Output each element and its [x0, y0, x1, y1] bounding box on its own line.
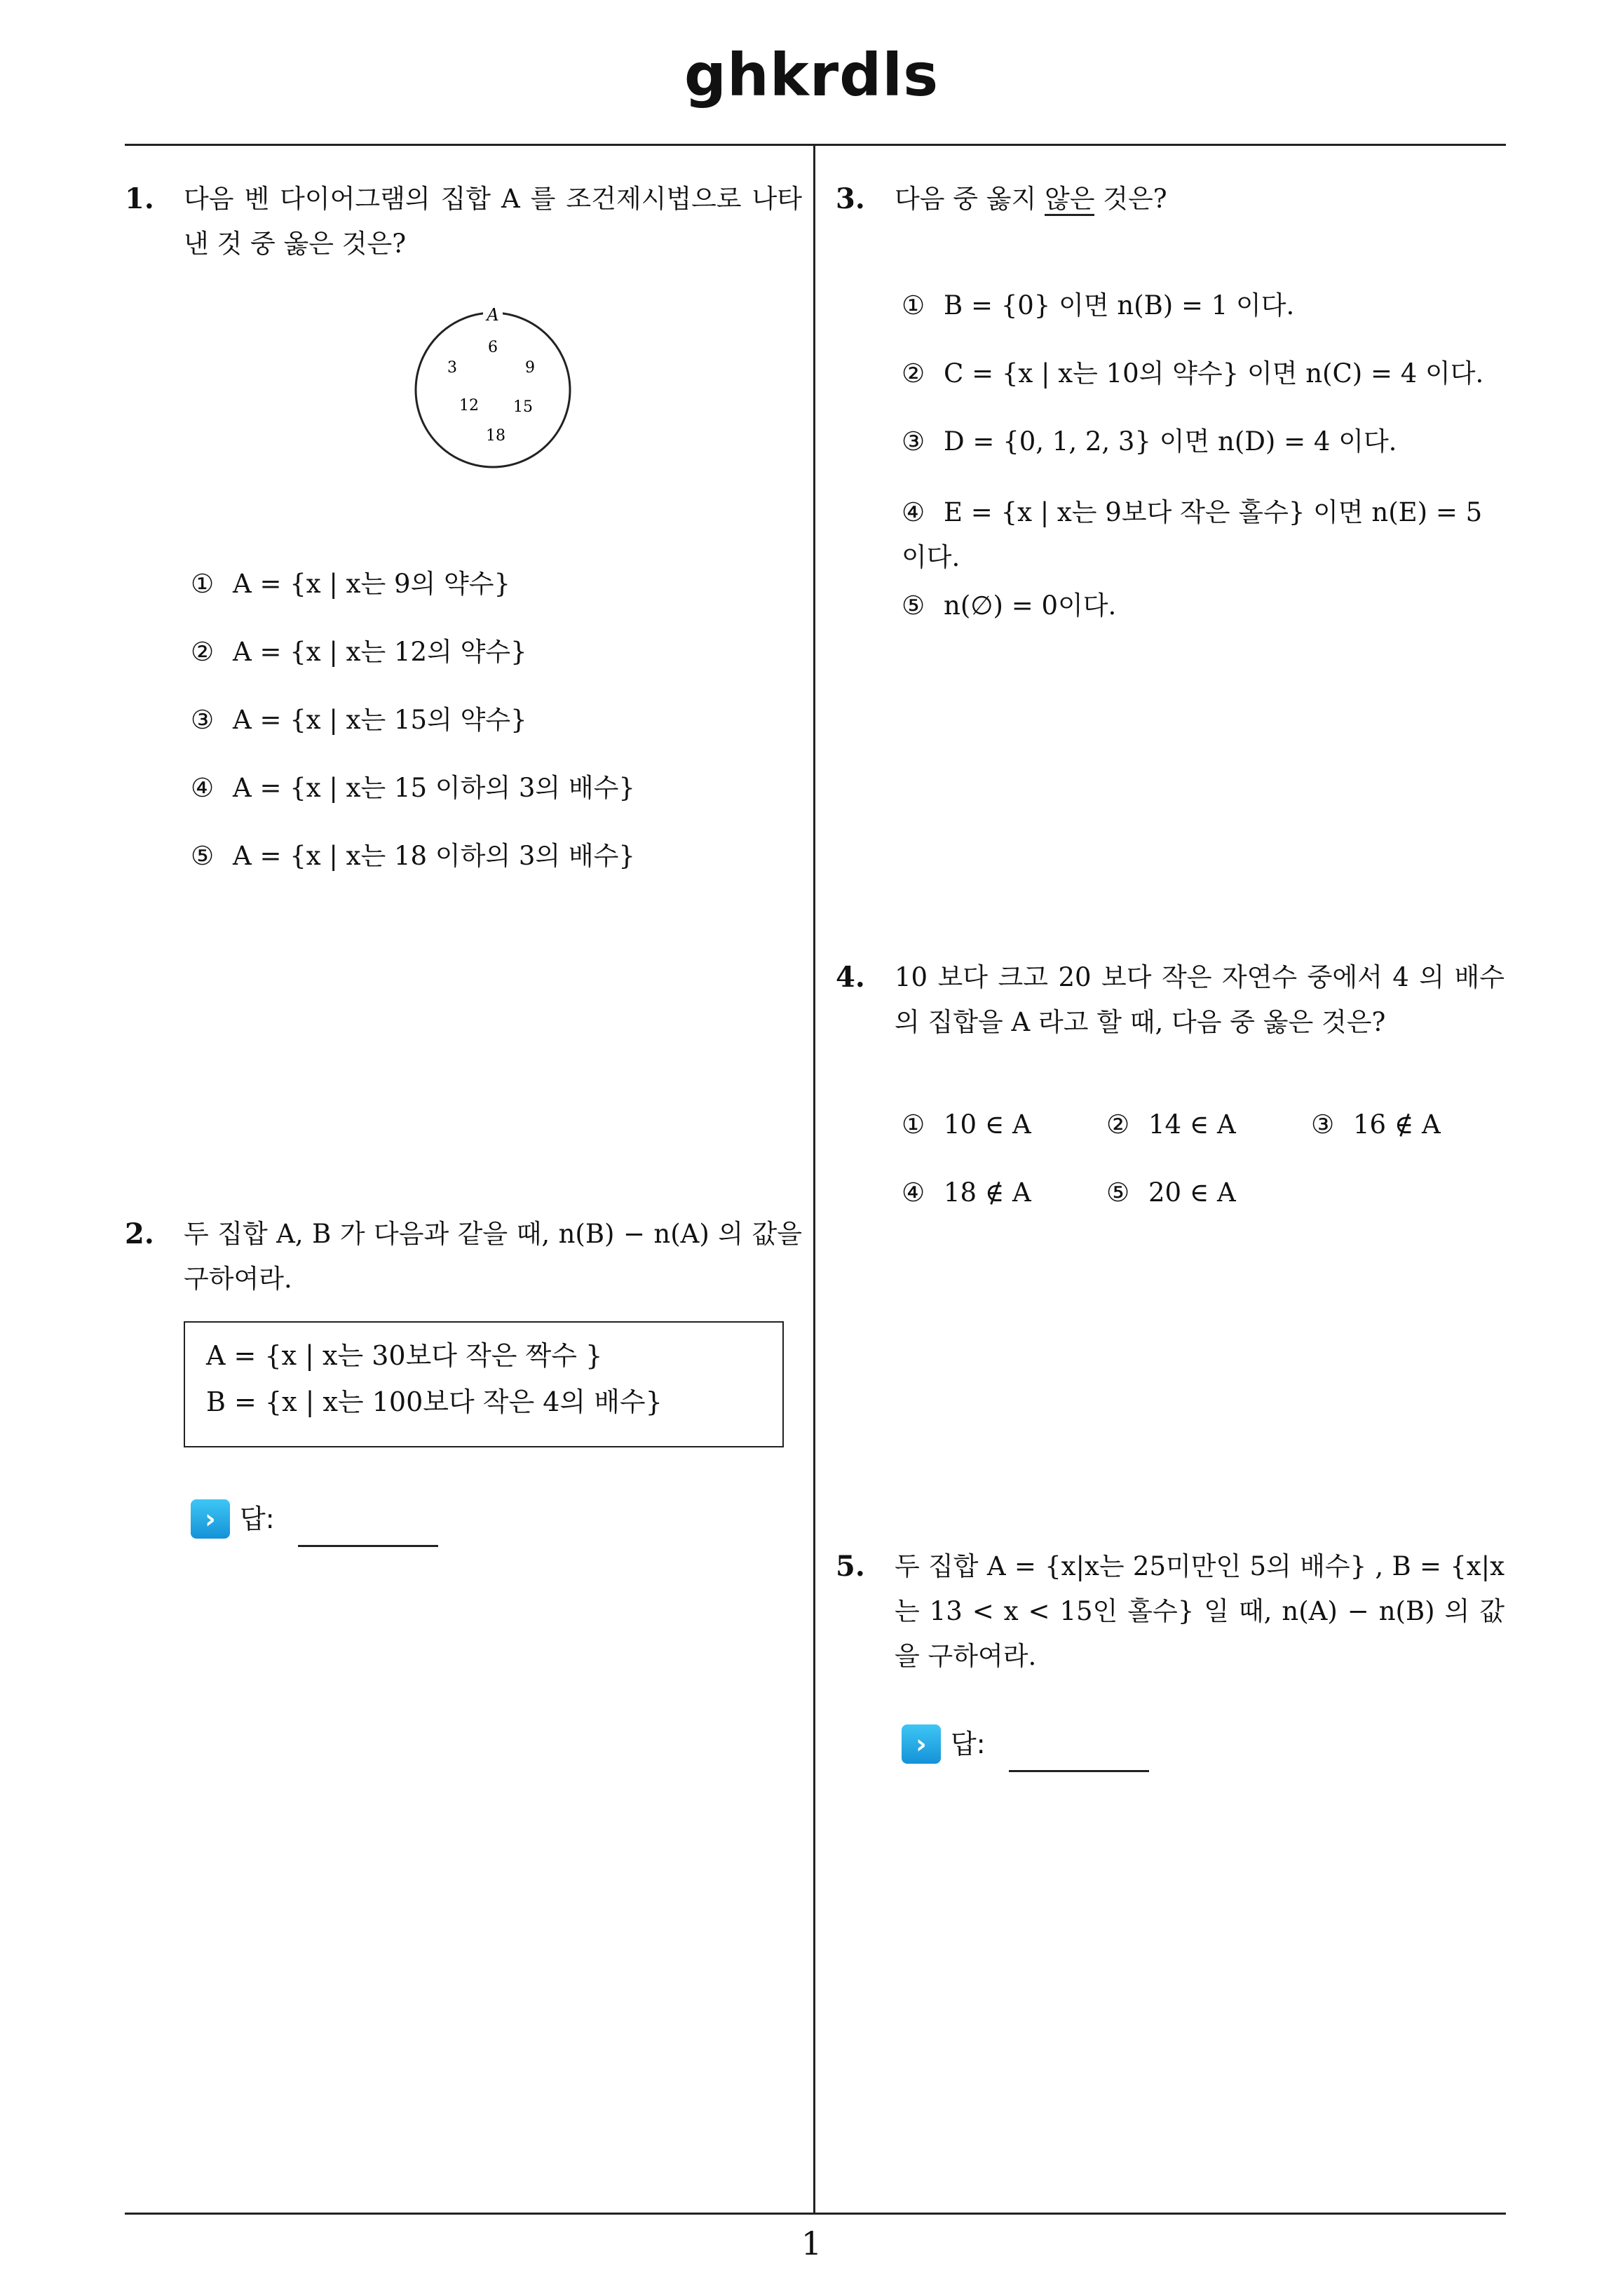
choice-mark: ⑤	[1106, 1177, 1130, 1208]
page-number: 1	[801, 2224, 822, 2262]
box-line: A = {x | x는 30보다 작은 짝수 }	[206, 1340, 603, 1371]
answer-blank[interactable]	[298, 1545, 438, 1547]
choice-mark: ⑤	[902, 590, 925, 621]
choice-text: E = {x | x는 9보다 작은 홀수} 이면 n(E) = 5 이다.	[902, 497, 1483, 572]
given-sets-box	[184, 1321, 784, 1447]
choice-mark: ①	[191, 569, 215, 599]
header-rule	[125, 144, 1506, 146]
question-5	[836, 1544, 1509, 1684]
choice-mark: ③	[191, 705, 215, 735]
venn-element: 9	[525, 359, 535, 377]
question-text: 다음 벤 다이어그램의 집합 A 를 조건제시법으로 나타낸 것 중 옳은 것은?	[184, 184, 802, 259]
answer-row	[191, 1497, 275, 1539]
choice-1[interactable]	[902, 1105, 1031, 1144]
choice-mark: ④	[191, 773, 215, 803]
choice-mark: ③	[1311, 1109, 1335, 1140]
choice-text: A = {x | x는 12의 약수}	[233, 637, 527, 667]
question-text-part: 것은?	[1094, 184, 1167, 214]
question-text	[895, 177, 1505, 222]
answer-blank[interactable]	[1009, 1770, 1149, 1772]
choice-mark: ①	[902, 290, 925, 320]
choice-2[interactable]	[902, 354, 1483, 393]
venn-element: 12	[459, 397, 479, 414]
venn-element: 15	[513, 398, 533, 416]
choice-2[interactable]	[191, 633, 527, 672]
choice-text: n(∅) = 0이다.	[944, 590, 1117, 621]
choice-text: A = {x | x는 9의 약수}	[233, 569, 511, 599]
choice-2[interactable]	[1106, 1105, 1236, 1144]
choice-text: B = {0} 이면 n(B) = 1 이다.	[944, 290, 1295, 320]
choice-4[interactable]	[902, 490, 1512, 580]
choice-5[interactable]	[1106, 1173, 1236, 1213]
choice-5[interactable]	[191, 837, 635, 876]
choice-mark: ④	[902, 1177, 925, 1208]
chevron-right-icon: ›	[902, 1724, 941, 1764]
column-divider	[813, 144, 815, 2213]
question-number: 1.	[125, 182, 154, 215]
choice-3[interactable]	[902, 422, 1397, 461]
choice-text: A = {x | x는 15의 약수}	[233, 705, 527, 735]
choice-3[interactable]	[1311, 1105, 1441, 1144]
question-number: 4.	[836, 961, 865, 994]
venn-set-label: A	[487, 305, 499, 325]
question-number: 2.	[125, 1217, 154, 1250]
choice-text: 14 ∈ A	[1148, 1109, 1236, 1140]
venn-diagram	[402, 299, 584, 481]
chevron-right-icon: ›	[191, 1499, 230, 1539]
choice-text: 18 ∉ A	[944, 1177, 1031, 1208]
question-1	[125, 177, 802, 275]
question-4	[836, 955, 1509, 1053]
choice-mark: ②	[191, 637, 215, 667]
choice-text: A = {x | x는 15 이하의 3의 배수}	[233, 773, 635, 803]
choice-text: 16 ∉ A	[1353, 1109, 1441, 1140]
venn-element: 6	[488, 339, 498, 356]
choice-text: C = {x | x는 10의 약수} 이면 n(C) = 4 이다.	[944, 358, 1484, 389]
choice-mark: ③	[902, 426, 925, 457]
underlined-word: 않은	[1045, 184, 1094, 216]
choice-1[interactable]	[902, 286, 1294, 325]
question-text-part: 다음 중 옳지	[895, 184, 1045, 214]
choice-3[interactable]	[191, 701, 527, 740]
choice-text: 20 ∈ A	[1148, 1177, 1236, 1208]
choice-4[interactable]	[191, 769, 635, 808]
box-line: B = {x | x는 100보다 작은 4의 배수}	[206, 1386, 663, 1417]
choice-5[interactable]	[902, 586, 1116, 626]
choice-4[interactable]	[902, 1173, 1031, 1213]
question-2	[125, 1212, 802, 1310]
answer-label: 답:	[240, 1503, 275, 1534]
question-text: 두 집합 A, B 가 다음과 같을 때, n(B) − n(A) 의 값을 구하여라.	[184, 1219, 802, 1294]
question-number: 5.	[836, 1550, 865, 1583]
choice-mark: ⑤	[191, 841, 215, 871]
question-number: 3.	[836, 182, 865, 215]
choice-mark: ②	[902, 358, 925, 389]
choice-mark: ④	[902, 497, 925, 527]
answer-row	[902, 1722, 986, 1764]
question-text: 두 집합 A = {x|x는 25미만인 5의 배수} , B = {x|x는 13 < x < 15인 홀수} 일 때, n(A) − n(B) 의 값을 구하여라.	[895, 1551, 1505, 1671]
choice-mark: ②	[1106, 1109, 1130, 1140]
venn-element: 18	[486, 427, 505, 445]
page-title: ghkrdls	[684, 41, 939, 109]
choice-mark: ①	[902, 1109, 925, 1140]
venn-element: 3	[447, 359, 457, 377]
choice-1[interactable]	[191, 565, 510, 604]
choice-text: A = {x | x는 18 이하의 3의 배수}	[233, 841, 635, 871]
answer-label: 답:	[951, 1728, 986, 1760]
footer-rule	[125, 2213, 1506, 2215]
question-3	[836, 177, 1509, 226]
choice-text: 10 ∈ A	[944, 1109, 1031, 1140]
choice-text: D = {0, 1, 2, 3} 이면 n(D) = 4 이다.	[944, 426, 1397, 457]
question-text: 10 보다 크고 20 보다 작은 자연수 중에서 4 의 배수의 집합을 A 라고 할 때, 다음 중 옳은 것은?	[895, 962, 1505, 1037]
